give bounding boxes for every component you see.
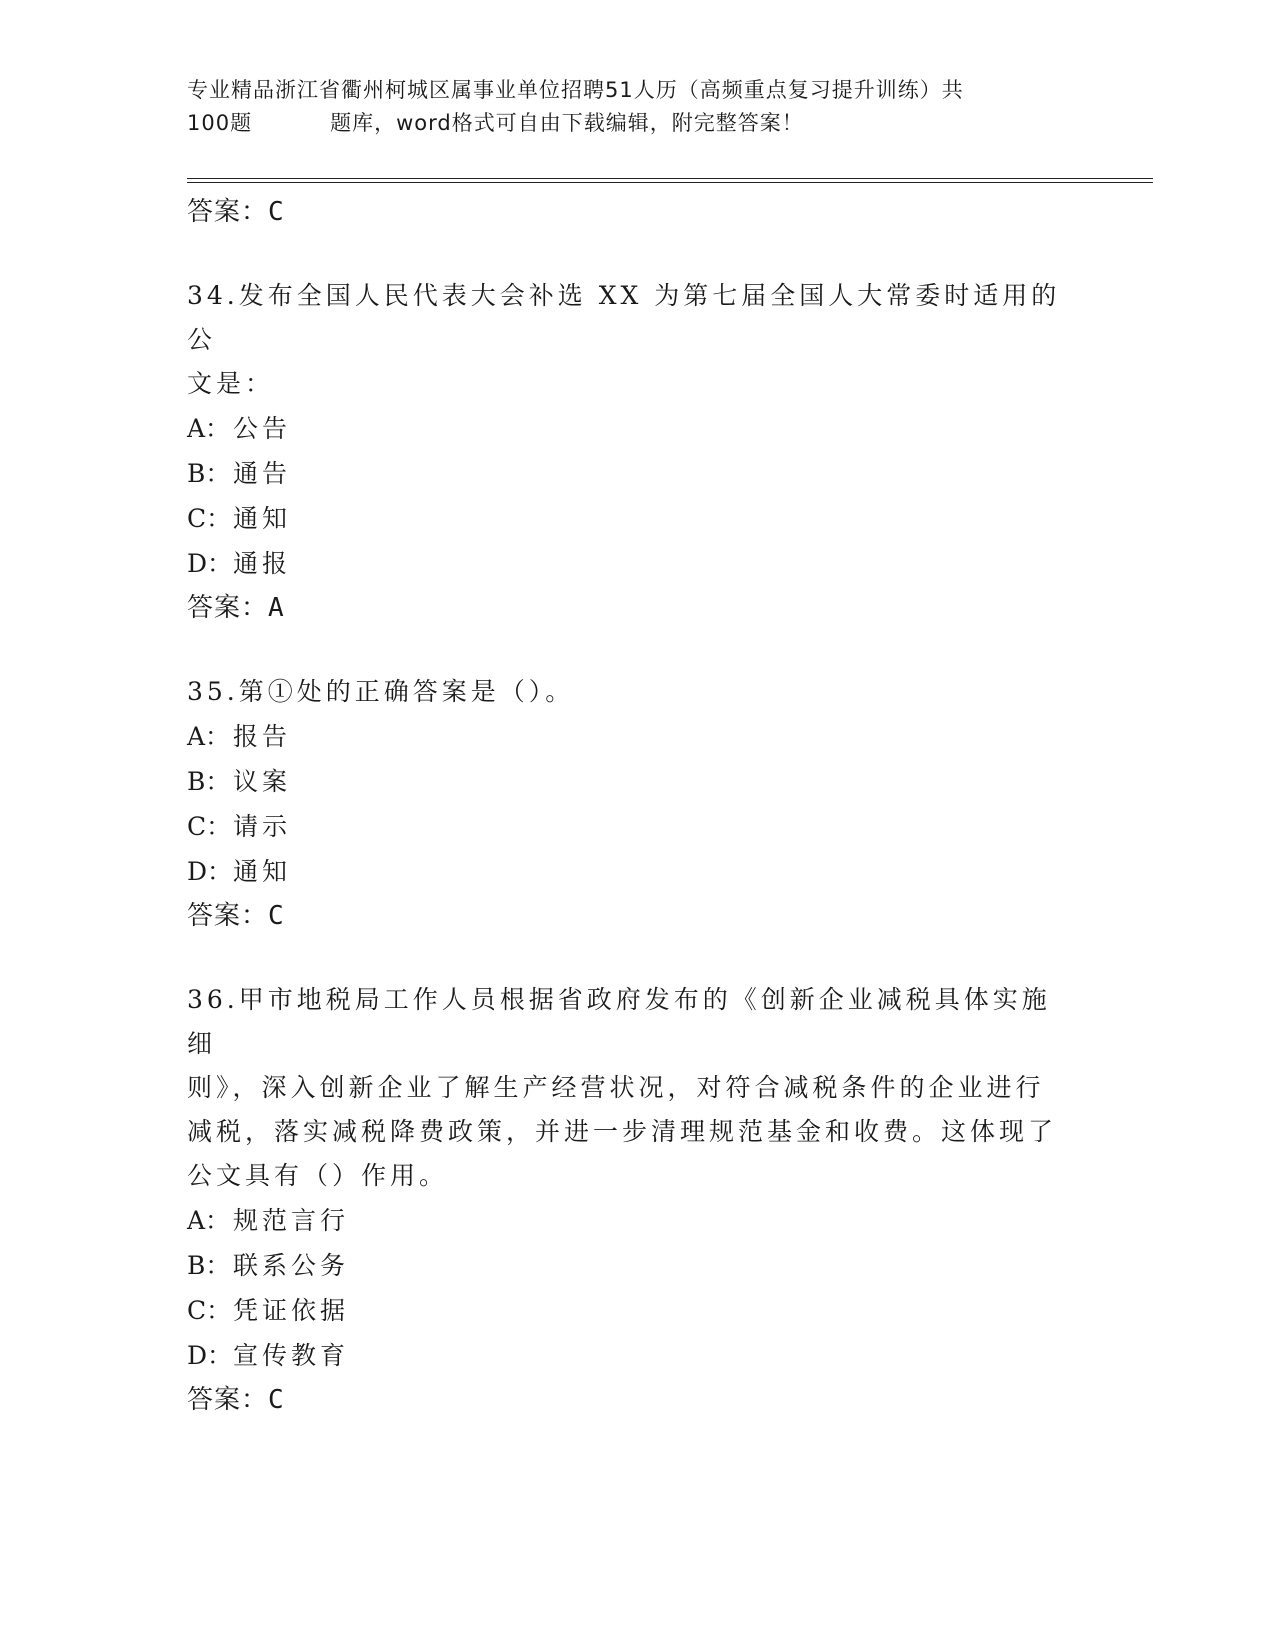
answer-value: C [268,901,285,931]
option-text: 通知 [233,504,292,533]
option-key: A： [187,722,231,751]
answer-value: C [268,1385,285,1415]
question-text: 34.发布全国人民代表大会补选 XX 为第七届全国人大常委时适用的公 [187,281,1061,354]
option-d [187,1333,1067,1378]
question-answer [187,894,1067,938]
question-36 [187,978,1067,1422]
option-text: 通知 [233,857,292,886]
option-c [187,804,1067,849]
option-text: 报告 [233,722,292,751]
option-text: 宣传教育 [233,1341,350,1370]
answer-value: A [268,593,285,623]
option-key: B： [187,459,231,488]
header-count: 100题 [187,111,253,135]
option-a [187,1198,1067,1243]
option-b [187,451,1067,496]
option-key: C： [187,504,232,533]
option-key: A： [187,1206,231,1235]
option-b [187,759,1067,804]
question-text: 减税，落实减税降费政策，并进一步清理规范基金和收费。这体现了 [187,1117,1058,1146]
option-key: C： [187,812,232,841]
option-text: 议案 [233,767,292,796]
option-d [187,849,1067,894]
answer-value: C [268,197,285,227]
option-key: D： [187,549,233,578]
option-text: 通报 [233,549,292,578]
option-c [187,1288,1067,1333]
option-key: D： [187,1341,233,1370]
option-text: 规范言行 [233,1206,350,1235]
question-text: 文是： [187,369,275,398]
option-key: D： [187,857,233,886]
header-description: 题库，word格式可自由下载编辑，附完整答案！ [330,111,804,135]
answer-label: 答案： [187,593,269,623]
option-text: 公告 [233,414,292,443]
option-key: C： [187,1296,232,1325]
header-divider-top [187,178,1153,179]
option-d [187,541,1067,586]
option-c [187,496,1067,541]
answer-label: 答案： [187,901,269,931]
answer-label: 答案： [187,197,269,227]
question-text: 35.第①处的正确答案是（）。 [187,677,575,706]
option-text: 通告 [233,459,292,488]
question-answer [187,586,1067,630]
option-text: 联系公务 [233,1251,350,1280]
option-text: 凭证依据 [233,1296,350,1325]
option-a [187,714,1067,759]
page-header [187,74,1087,140]
question-35 [187,670,1067,938]
header-title-line1: 专业精品浙江省衢州柯城区属事业单位招聘51人历（高频重点复习提升训练）共 [187,78,964,102]
question-text: 公文具有（）作用。 [187,1161,449,1190]
option-key: B： [187,1251,231,1280]
header-title-line2 [187,107,1087,140]
option-key: A： [187,414,231,443]
previous-answer [187,190,1067,234]
option-b [187,1243,1067,1288]
answer-label: 答案： [187,1385,269,1415]
option-a [187,406,1067,451]
option-key: B： [187,767,231,796]
question-text: 36.甲市地税局工作人员根据省政府发布的《创新企业减税具体实施细 [187,985,1051,1058]
option-text: 请示 [233,812,292,841]
question-answer [187,1378,1067,1422]
question-text: 则》，深入创新企业了解生产经营状况，对符合减税条件的企业进行 [187,1073,1045,1102]
question-list [187,190,1067,1422]
header-divider-bottom [187,182,1153,183]
question-34 [187,274,1067,630]
